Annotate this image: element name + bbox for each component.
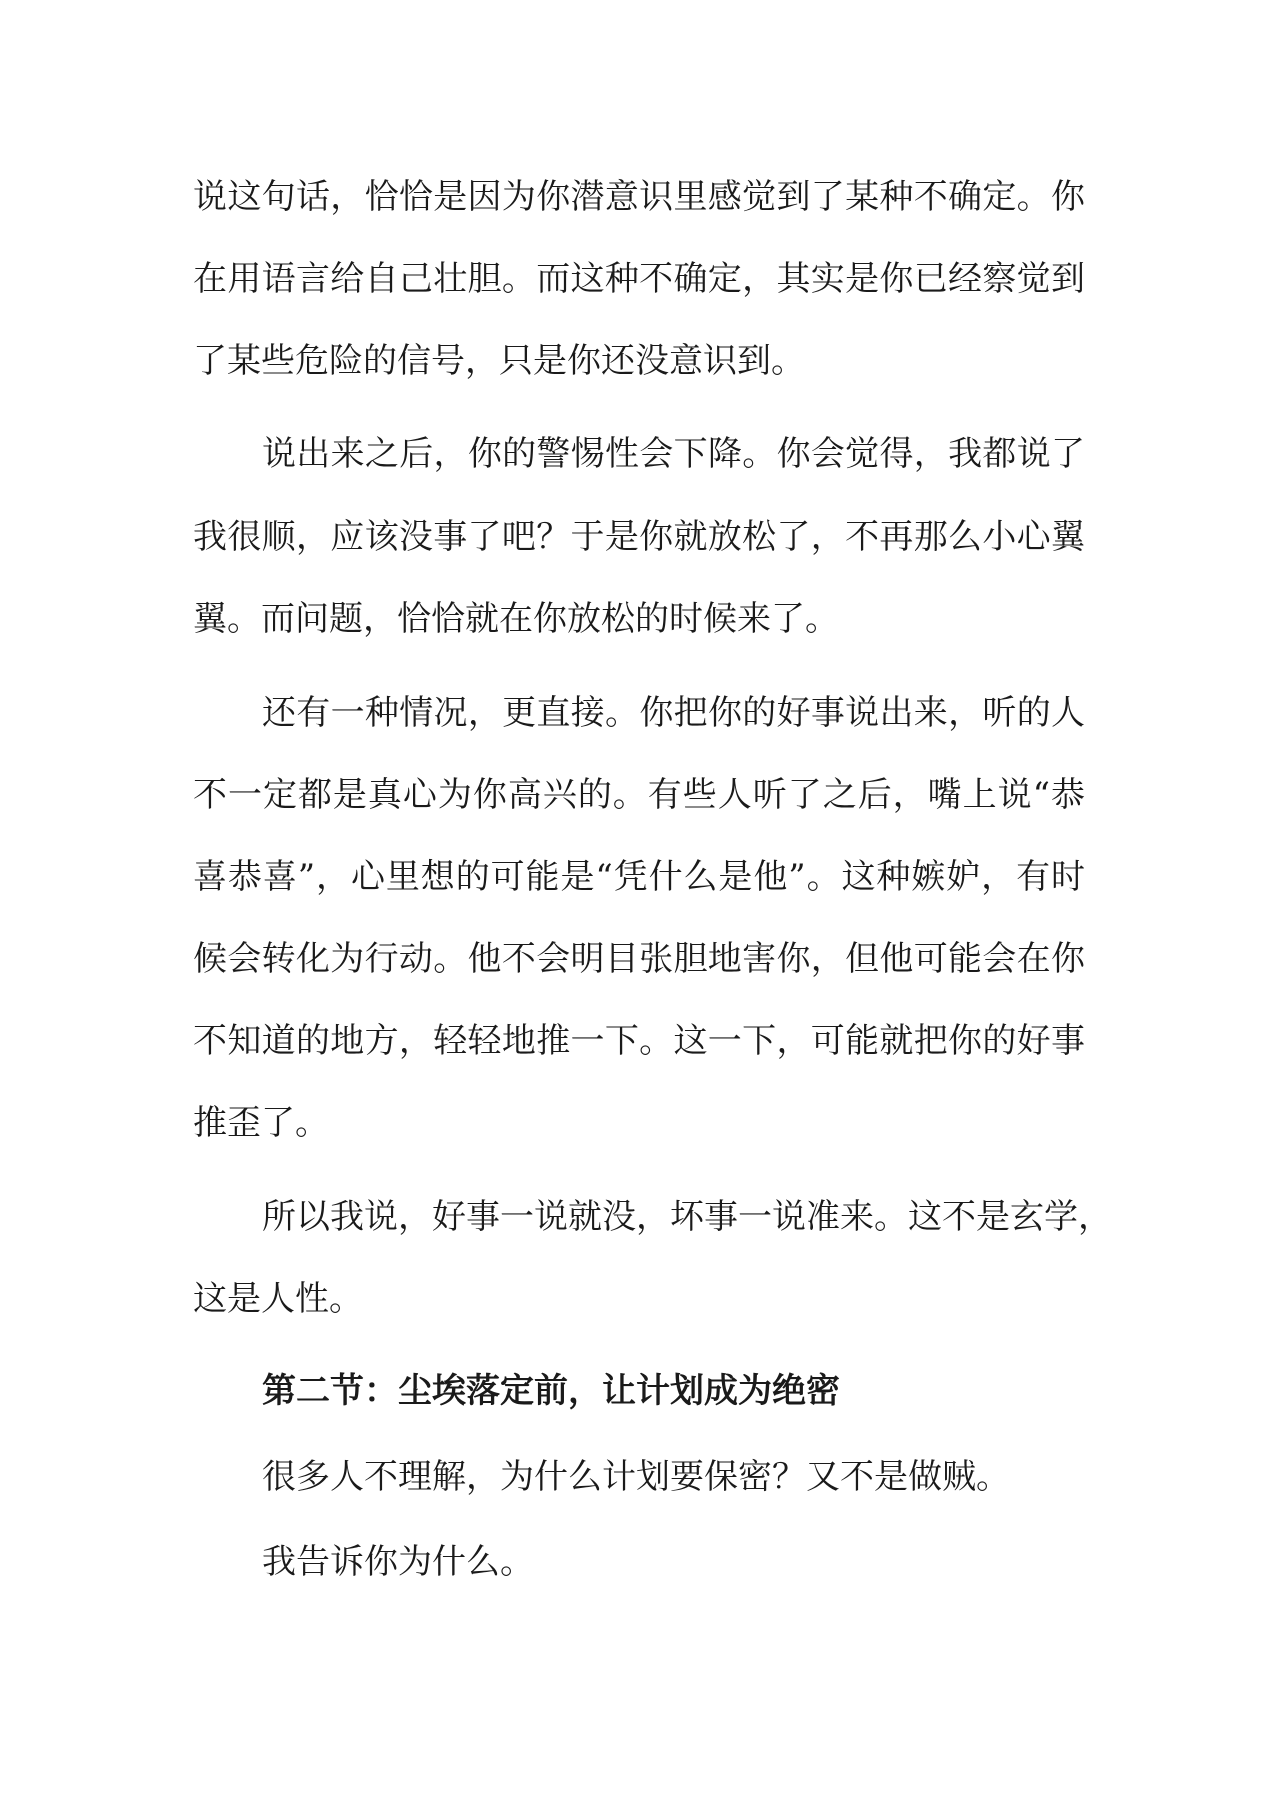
paragraph-line: 在用语言给自己壮胆。而这种不确定，其实是你已经察觉到 — [193, 259, 1085, 299]
paragraph-line: 我很顺，应该没事了吧？于是你就放松了，不再那么小心翼 — [193, 517, 1085, 557]
paragraph-line: 这是人性。 — [193, 1279, 363, 1319]
paragraph-line: 不一定都是真心为你高兴的。有些人听了之后，嘴上说“恭 — [193, 775, 1085, 815]
paragraph-line: 候会转化为行动。他不会明目张胆地害你，但他可能会在你 — [193, 939, 1085, 979]
paragraph-line: 我告诉你为什么。 — [262, 1542, 534, 1582]
paragraph-line: 所以我说，好事一说就没，坏事一说准来。这不是玄学， — [262, 1197, 1112, 1237]
paragraph-line: 了某些危险的信号，只是你还没意识到。 — [193, 341, 805, 381]
paragraph-line: 翼。而问题，恰恰就在你放松的时候来了。 — [193, 599, 839, 639]
paragraph-line: 不知道的地方，轻轻地推一下。这一下，可能就把你的好事 — [193, 1021, 1085, 1061]
paragraph-line: 很多人不理解，为什么计划要保密？又不是做贼。 — [262, 1457, 1010, 1497]
paragraph-line: 说出来之后，你的警惕性会下降。你会觉得，我都说了 — [262, 434, 1085, 474]
paragraph-line: 说这句话，恰恰是因为你潜意识里感觉到了某种不确定。你 — [193, 177, 1085, 217]
paragraph-line: 还有一种情况，更直接。你把你的好事说出来，听的人 — [262, 693, 1085, 733]
paragraph-line: 喜恭喜”，心里想的可能是“凭什么是他”。这种嫉妒，有时 — [193, 857, 1085, 897]
paragraph-line: 推歪了。 — [193, 1103, 329, 1143]
section-heading: 第二节：尘埃落定前，让计划成为绝密 — [262, 1371, 840, 1411]
